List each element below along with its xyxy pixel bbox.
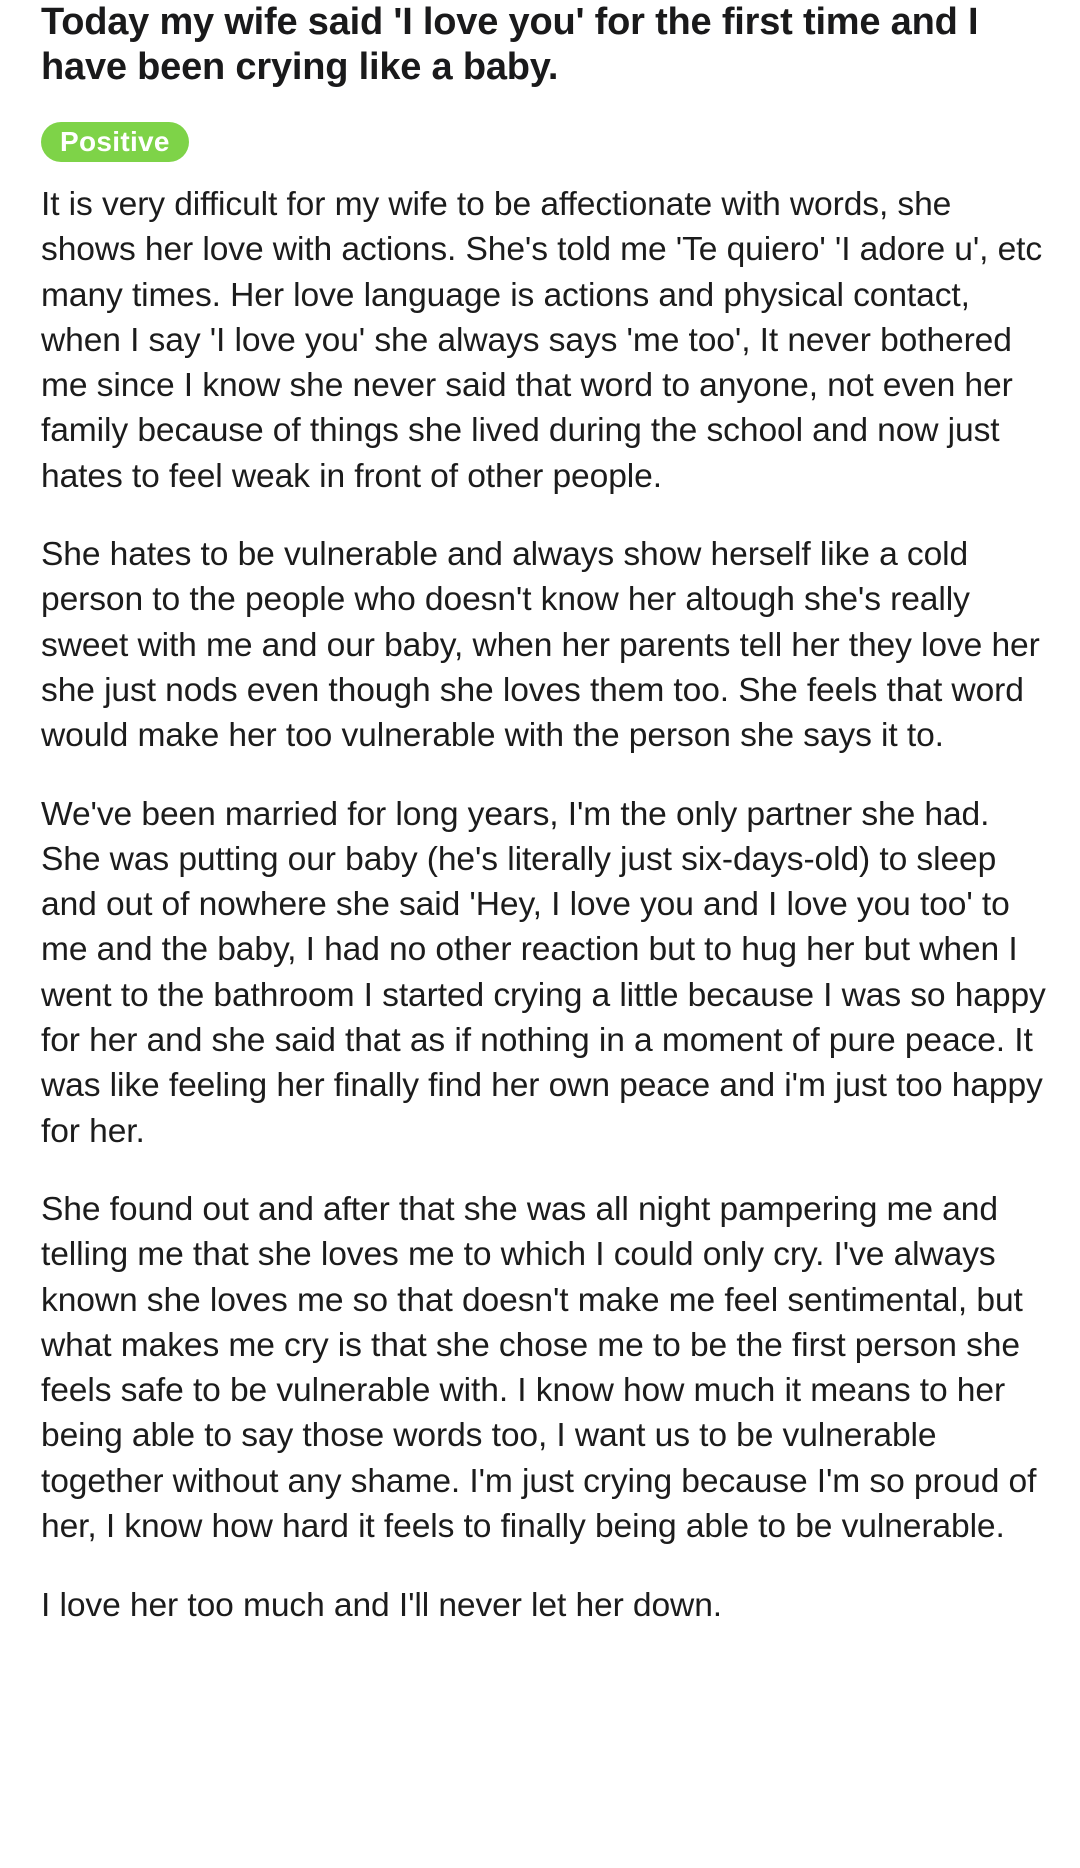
flair-badge[interactable]: Positive — [41, 122, 189, 162]
post-paragraph: I love her too much and I'll never let her down. — [41, 1587, 723, 1625]
post-paragraph: She hates to be vulnerable and always show herself like a cold person to the people who doesn't know her altough she's really sweet with me and our baby, when her parents tell her they love her she just nods even though she loves them too. She feels that word would make her too vulnerable with the person she says it to. — [41, 536, 1040, 755]
post-paragraph: It is very difficult for my wife to be affectionate with words, she shows her love with actions. She's told me 'Te quiero' 'I adore u', etc many times. Her love language is actions and physical contact, when I say 'I love you' she always says 'me too', It never bothered me since I know she never said that word to anyone, not even her family because of things she lived during the school and now just hates to feel weak in front of other people. — [41, 186, 1043, 495]
post-title[interactable]: Today my wife said 'I love you' for the first time and I have been crying like a baby. — [41, 1, 979, 88]
post-body — [41, 182, 1051, 1629]
post-paragraph: We've been married for long years, I'm the only partner she had. She was putting our baby (he's literally just six-days-old) to sleep and out of nowhere she said 'Hey, I love you and I love you too' to me and the baby, I had no other reaction but to hug her but when I went to the bathroom I started crying a little because I was so happy for her and she said that as if nothing in a moment of pure peace. It was like feeling her finally find her own peace and i'm just too happy for her. — [41, 795, 1046, 1150]
post-paragraph: She found out and after that she was all night pampering me and telling me that she loves me to which I could only cry. I've always known she loves me so that doesn't make me feel sentimental, but what makes me cry is that she chose me to be the first person she feels safe to be vulnerable with. I know how much it means to her being able to say those words too, I want us to be vulnerable together without any shame. I'm just crying because I'm so proud of her, I know how hard it feels to finally being able to be vulnerable. — [41, 1190, 1037, 1546]
